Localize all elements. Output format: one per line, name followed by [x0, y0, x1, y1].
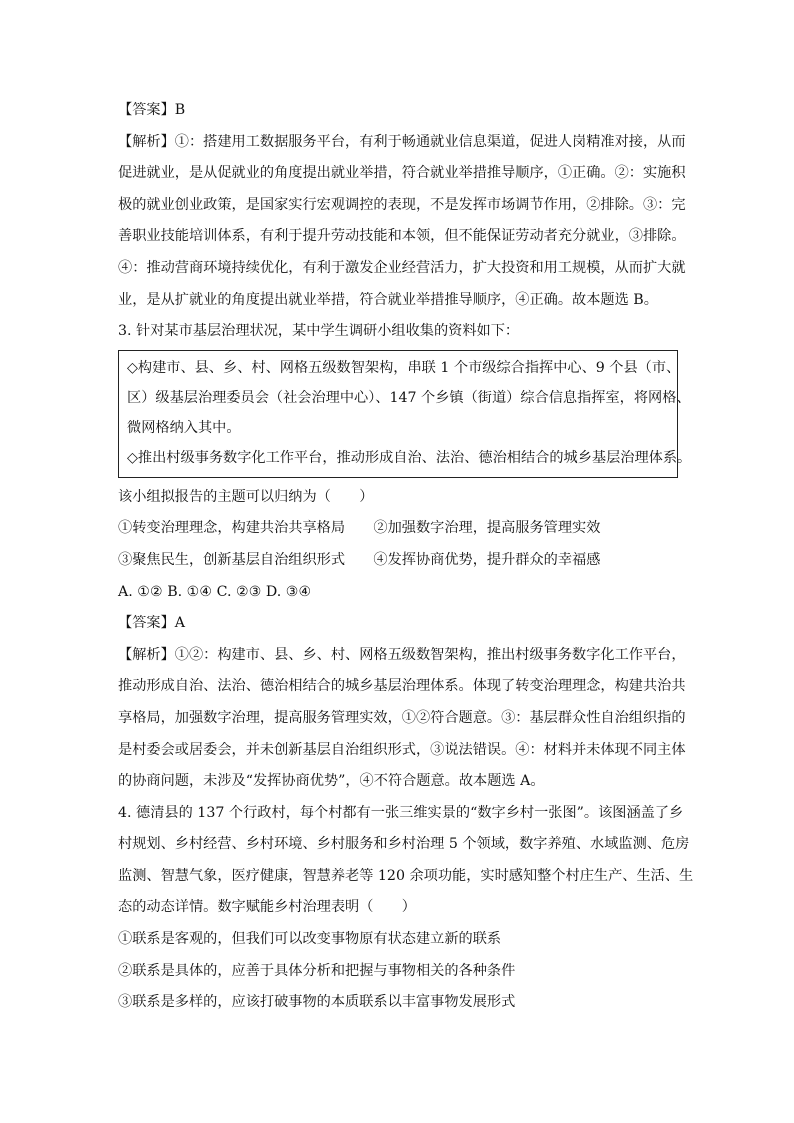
option-row: ③联系是多样的，应该打破事物的本质联系以丰富事物发展形式	[118, 994, 516, 1011]
option-row: ②联系是具体的，应善于具体分析和把握与事物相关的各种条件	[118, 962, 516, 979]
analysis-text: 促进就业，是从促就业的角度提出就业举措，符合就业举措推导顺序，①正确。②：实施积	[118, 165, 686, 182]
option-row: ③聚焦民生，创新基层自治组织形式 ④发挥协商优势，提升群众的幸福感	[118, 551, 601, 568]
analysis-text: ④：推动营商环境持续优化，有利于激发企业经营活力，扩大投资和用工规模，从而扩大就	[118, 259, 686, 276]
answer-label: 【答案】B	[118, 102, 186, 118]
question-prompt: 该小组拟报告的主题可以归纳为（ ）	[118, 488, 374, 505]
analysis-text: 【解析】①：搭建用工数据服务平台，有利于畅通就业信息渠道，促进人岗精准对接，从而	[118, 133, 686, 150]
question-stem: 村规划、乡村经营、乡村环境、乡村服务和乡村治理 5 个领域，数字养殖、水域监测、危房	[118, 836, 690, 853]
question-stem: 3. 针对某市基层治理状况，某中学生调研小组收集的资料如下：	[118, 323, 520, 340]
analysis-text: 极的就业创业政策，是国家实行宏观调控的表现，不是发挥市场调节作用，②排除。③：完	[118, 196, 686, 213]
analysis-text: 是村委会或居委会，并未创新基层自治组织形式，③说法错误。④：材料并未体现不同主体	[118, 741, 686, 758]
analysis-text: 业，是从扩就业的角度提出就业举措，符合就业举措推导顺序，④正确。故本题选 B。	[118, 291, 658, 308]
analysis-text: 【解析】①②：构建市、县、乡、村、网格五级数智架构，推出村级事务数字化工作平台，	[118, 646, 686, 663]
answer-label: 【答案】A	[118, 615, 185, 632]
material-line: ◇推出村级事务数字化工作平台，推动形成自治、法治、德治相结合的城乡基层治理体系。	[127, 449, 692, 466]
question-stem: 态的动态详情。数字赋能乡村治理表明（ ）	[118, 899, 416, 916]
material-box	[118, 350, 692, 478]
choice-row: A. ①② B. ①④ C. ②③ D. ③④	[118, 583, 312, 600]
analysis-text: 的协商问题，未涉及“发挥协商优势”，④不符合题意。故本题选 A。	[118, 773, 545, 790]
question-stem: 4. 德清县的 137 个行政村，每个村都有一张三维实景的“数字乡村一张图”。该图涵盖了乡	[118, 804, 684, 821]
analysis-text: 推动形成自治、法治、德治相结合的城乡基层治理体系。体现了转变治理理念，构建共治共	[118, 678, 686, 695]
question-stem: 监测、智慧气象，医疗健康，智慧养老等 120 余项功能，实时感知整个村庄生产、生活、生	[118, 867, 694, 884]
material-line: 区）级基层治理委员会（社会治理中心）、147 个乡镇（街道）综合信息指挥室，将网格、	[127, 389, 691, 406]
analysis-text: 善职业技能培训体系，有利于提升劳动技能和本领，但不能保证劳动者充分就业，③排除。	[118, 228, 686, 245]
document-page	[118, 95, 694, 1019]
material-line: ◇构建市、县、乡、村、网格五级数智架构，串联 1 个市级综合指挥中心、9 个县（市、	[127, 359, 681, 376]
option-row: ①转变治理理念，构建共治共享格局 ②加强数字治理，提高服务管理实效	[118, 520, 601, 537]
option-row: ①联系是客观的，但我们可以改变事物原有状态建立新的联系	[118, 931, 502, 948]
material-line: 微网格纳入其中。	[127, 419, 241, 436]
analysis-text: 享格局，加强数字治理，提高服务管理实效，①②符合题意。③：基层群众性自治组织指的	[118, 709, 686, 726]
